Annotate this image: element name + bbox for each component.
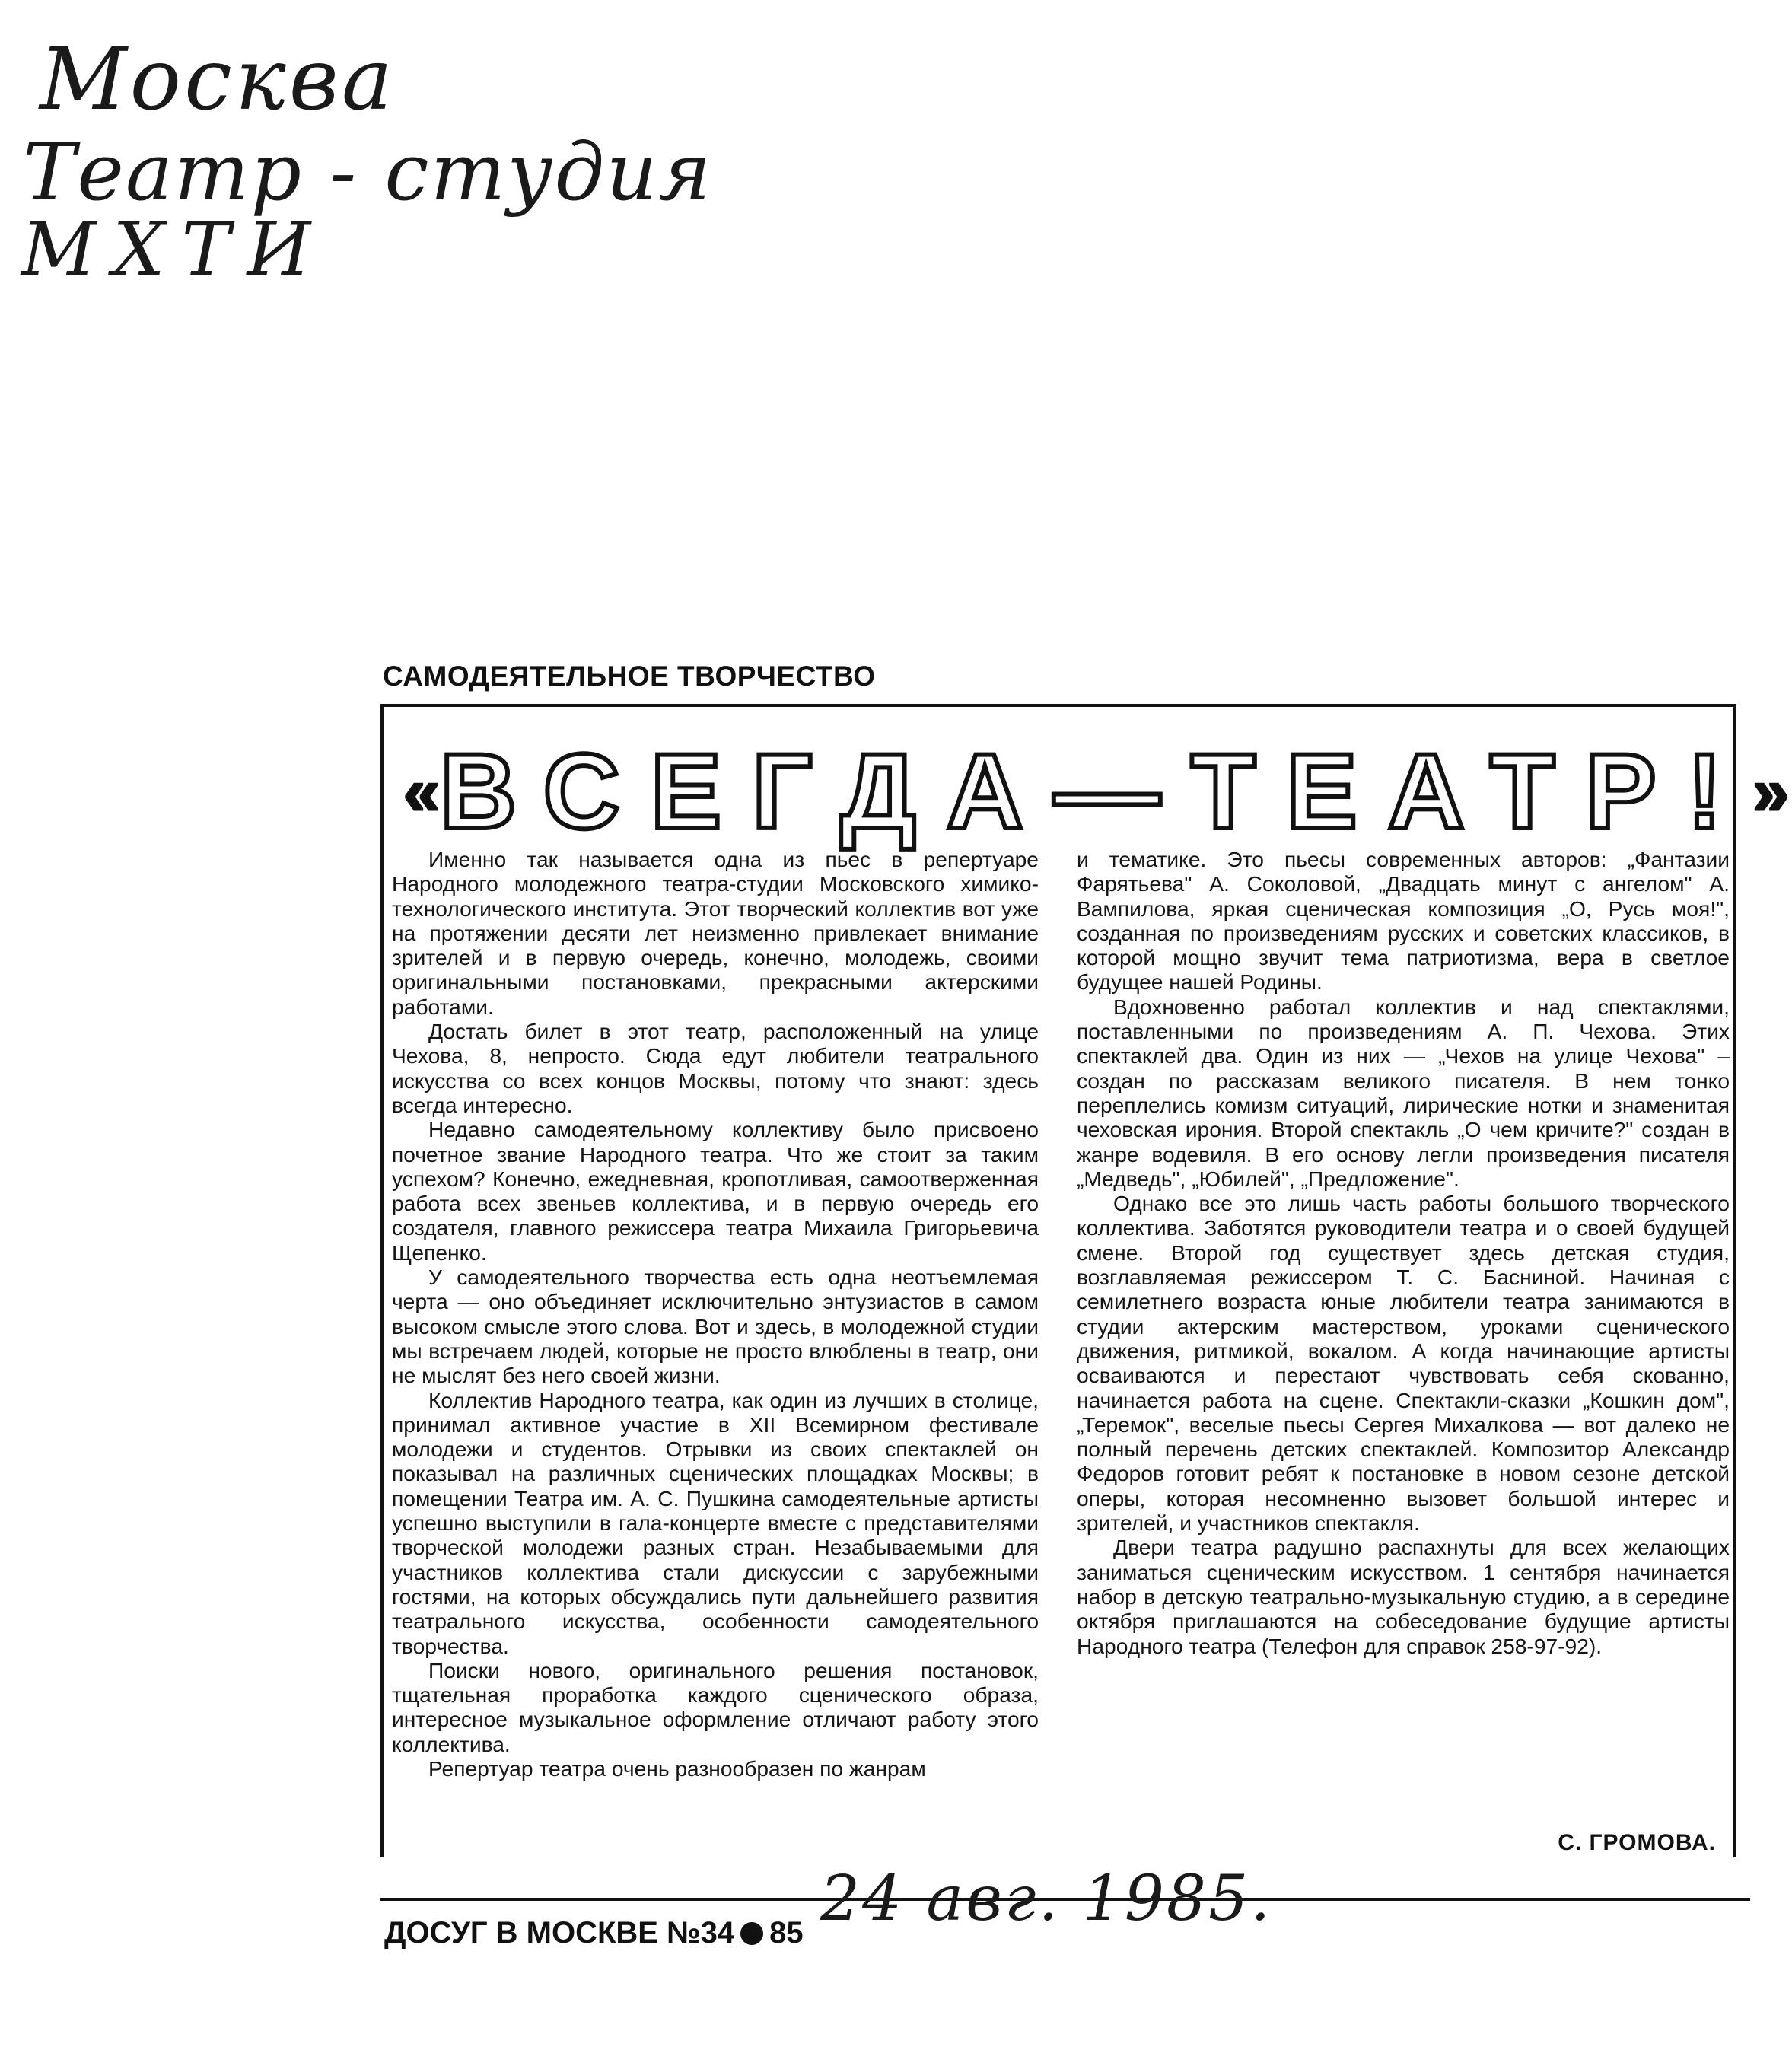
footer xyxy=(384,1916,804,1950)
bullet-icon xyxy=(740,1922,763,1945)
headline-text: ВСЕГДА—ТЕАТР! xyxy=(439,731,1753,851)
paragraph: Коллектив Народного театра, как один из лучших в столице, принимал активное участие в XII Всемирном фестивале молодежи и студентов. Отрывки из своих спектаклей он показывал на различных сценических площадках Москвы; в помещении Театра им. А. С. Пушкина самодеятельные артисты успешно выступили в гала-концерте вместе с представителями творческой молодежи разных стран. Незабываемыми для участников коллектива стали дискуссии с зарубежными гостями, на которых обсуждались пути дальнейшего развития театрального искусства, особенности самодеятельного творчества. xyxy=(392,1387,1039,1658)
paragraph: Недавно самодеятельному коллективу было присвоено почетное звание Народного театра. Что же стоит за таким успехом? Конечно, ежедневная, кропотливая, самоотверженная работа всех звеньев коллектива, и в первую очередь его создателя, главного режиссера театра Михаила Григорьевича Щепенко. xyxy=(392,1117,1039,1265)
handwritten-date: 24 авг. 1985. xyxy=(820,1863,1273,1935)
paragraph: Вдохновенно работал коллектив и над спектаклями, поставленными по произведениям А. П. Чехова. Этих спектаклей два. Один из них — „Чехов на улице Чехова" – создан по рассказам великого писателя. В нем тонко переплелись комизм ситуаций, лирические нотки и знаменитая чеховская ирония. Второй спектакль „О чем кричите?" создан в жанре водевиля. В его основу легли произведения писателя „Медведь", „Юбилей", „Предложение". xyxy=(1077,994,1730,1191)
headline-open-quote: « xyxy=(403,756,440,829)
handwritten-note-institute: МХТИ xyxy=(21,207,328,292)
headline xyxy=(403,731,1790,851)
page-number: 85 xyxy=(769,1916,804,1950)
handwritten-note-city: Москва xyxy=(40,30,396,129)
paragraph: Достать билет в этот театр, расположенный на улице Чехова, 8, непросто. Сюда едут любители театрального искусства со всех концов Москвы, потому что знают: здесь всегда интересно. xyxy=(392,1019,1039,1117)
paragraph: Репертуар театра очень разнообразен по жанрам xyxy=(428,1756,926,1781)
author-signature: С. ГРОМОВА. xyxy=(1558,1830,1716,1855)
paragraph: и тематике. Это пьесы современных авторов: „Фантазии Фарятьева" А. Соколовой, „Двадцать минут с ангелом" А. Вампилова, яркая сценическая композиция „О, Русь моя!", созданная по произведениям русских и советских классиков, в которой мощно звучит тема патриотизма, вера в светлое будущее нашей Родины. xyxy=(1077,847,1730,995)
headline-close-quote: » xyxy=(1752,756,1790,829)
paragraph: Именно так называется одна из пьес в репертуаре Народного молодежного театра-студии Московского химико-технологического института. Этот творческий коллектив вот уже на протяжении десяти лет неизменно привлекает внимание зрителей и в первую очередь, конечно, молодежь, своими оригинальными постановками, прекрасными актерскими работами. xyxy=(392,847,1039,1019)
paragraph: Поиски нового, оригинального решения постановок, тщательная проработка каждого сценического образа, интересное музыкальное оформление отличают работу этого коллектива. xyxy=(392,1657,1039,1756)
article-column-right xyxy=(1077,847,1730,1658)
rubric-heading: САМОДЕЯТЕЛЬНОЕ ТВОРЧЕСТВО xyxy=(383,661,876,692)
publication-title: ДОСУГ В МОСКВЕ №34 xyxy=(384,1916,735,1950)
paragraph: У самодеятельного творчества есть одна неотъемлемая черта — оно объединяет исключительно энтузиастов в самом высоком смысле этого слова. Вот и здесь, в молодежной студии мы встречаем людей, которые не просто влюблены в театр, они не мыслят без него своей жизни. xyxy=(392,1265,1039,1388)
handwritten-note-theatre: Театр - студия xyxy=(23,126,713,218)
paragraph: Однако все это лишь часть работы большого творческого коллектива. Заботятся руководители театра и о своей будущей смене. Второй год существует здесь детская студия, возглавляемая режиссером Т. С. Басниной. Начиная с семилетнего возраста юные любители театра занимаются в студии актерским мастерством, уроками сценического движения, ритмикой, вокалом. А когда начинающие артисты осваиваются и перестают чувствовать себя скованно, начинается работа на сцене. Спектакли-сказки „Кошкин дом", „Теремок", веселые пьесы Сергея Михалкова — вот далеко не полный перечень детских спектаклей. Композитор Александр Федоров готовит ребят к постановке в новом сезоне детской оперы, которая несомненно вызовет большой интерес и зрителей, и участников спектакля. xyxy=(1077,1191,1730,1536)
article-column-left xyxy=(392,847,1039,1781)
paragraph: Двери театра радушно распахнуты для всех желающих заниматься сценическим искусством. 1 сентября начинается набор в детскую театрально-музыкальную студию, а в середине октября приглашаются на собеседование будущие артисты Народного театра (Телефон для справок 258-97-92). xyxy=(1077,1535,1730,1658)
